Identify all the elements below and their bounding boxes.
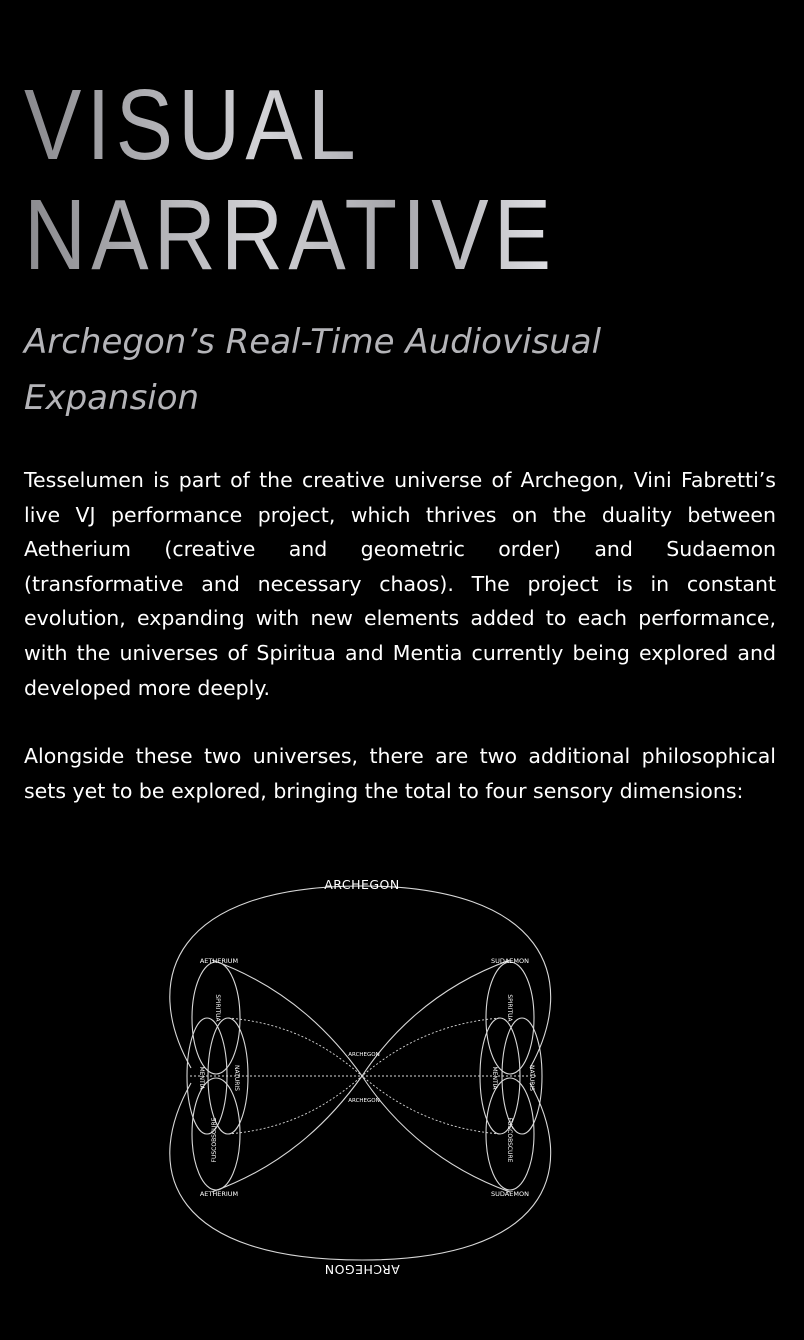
diagram-right-bottom-label: SUDAEMON xyxy=(491,1190,529,1198)
dotted-upper-right xyxy=(362,1018,500,1076)
left-fuscobscure-label: FUSCOBSCURE xyxy=(211,1117,218,1163)
archegon-diagram xyxy=(150,868,570,1288)
left-spiritua-label: SPIRITUA xyxy=(214,994,221,1022)
diagram-right-top-label: SUDAEMON xyxy=(491,957,529,965)
diagram-center-top-label: ARCHEGON xyxy=(348,1052,380,1058)
diagram-left-bottom-label: AETHERIUM xyxy=(199,1190,239,1198)
page-title xyxy=(24,70,556,290)
right-fuscobscure-label: FUSCOBSCURE xyxy=(506,1117,513,1163)
page-subtitle: Archegon’s Real-Time Audiovisual Expansion xyxy=(24,322,602,418)
outer-arc-bottom xyxy=(170,1083,551,1260)
diagram-left-top-label: AETHERIUM xyxy=(199,957,239,965)
right-naturis-label: NATURIS xyxy=(528,1065,535,1091)
right-spiritua-label: SPIRITUA xyxy=(506,994,513,1022)
dimensions-paragraph: Alongside these two universes, there are two additional philosophical sets yet to be explored, bringing the total to four sensory dimensions: xyxy=(24,744,776,803)
title-line-1: VISUAL xyxy=(24,69,361,181)
diagram-top-label: ARCHEGON xyxy=(324,877,400,892)
right-mentia-label: MENTIA xyxy=(491,1066,498,1090)
dotted-lower-right xyxy=(362,1076,500,1134)
diagram-bottom-label: ARCHEGON xyxy=(324,1262,400,1277)
left-mentia-label: MENTIA xyxy=(198,1066,205,1090)
left-naturis-label: NATURIS xyxy=(233,1065,240,1091)
title-line-2: NARRATIVE xyxy=(24,179,557,291)
diagram-center-bottom-label: ARCHEGON xyxy=(348,1098,380,1104)
intro-paragraph: Tesselumen is part of the creative universe of Archegon, Vini Fabretti’s live VJ performance project, which thrives on the duality between Aetherium (creative and geometric order) and Sudaemon (transformative and necessary chaos). The project is in constant evolution, expanding with new elements added to each performance, with the universes of Spiritua and Mentia currently being explored and developed more deeply. xyxy=(24,468,776,700)
